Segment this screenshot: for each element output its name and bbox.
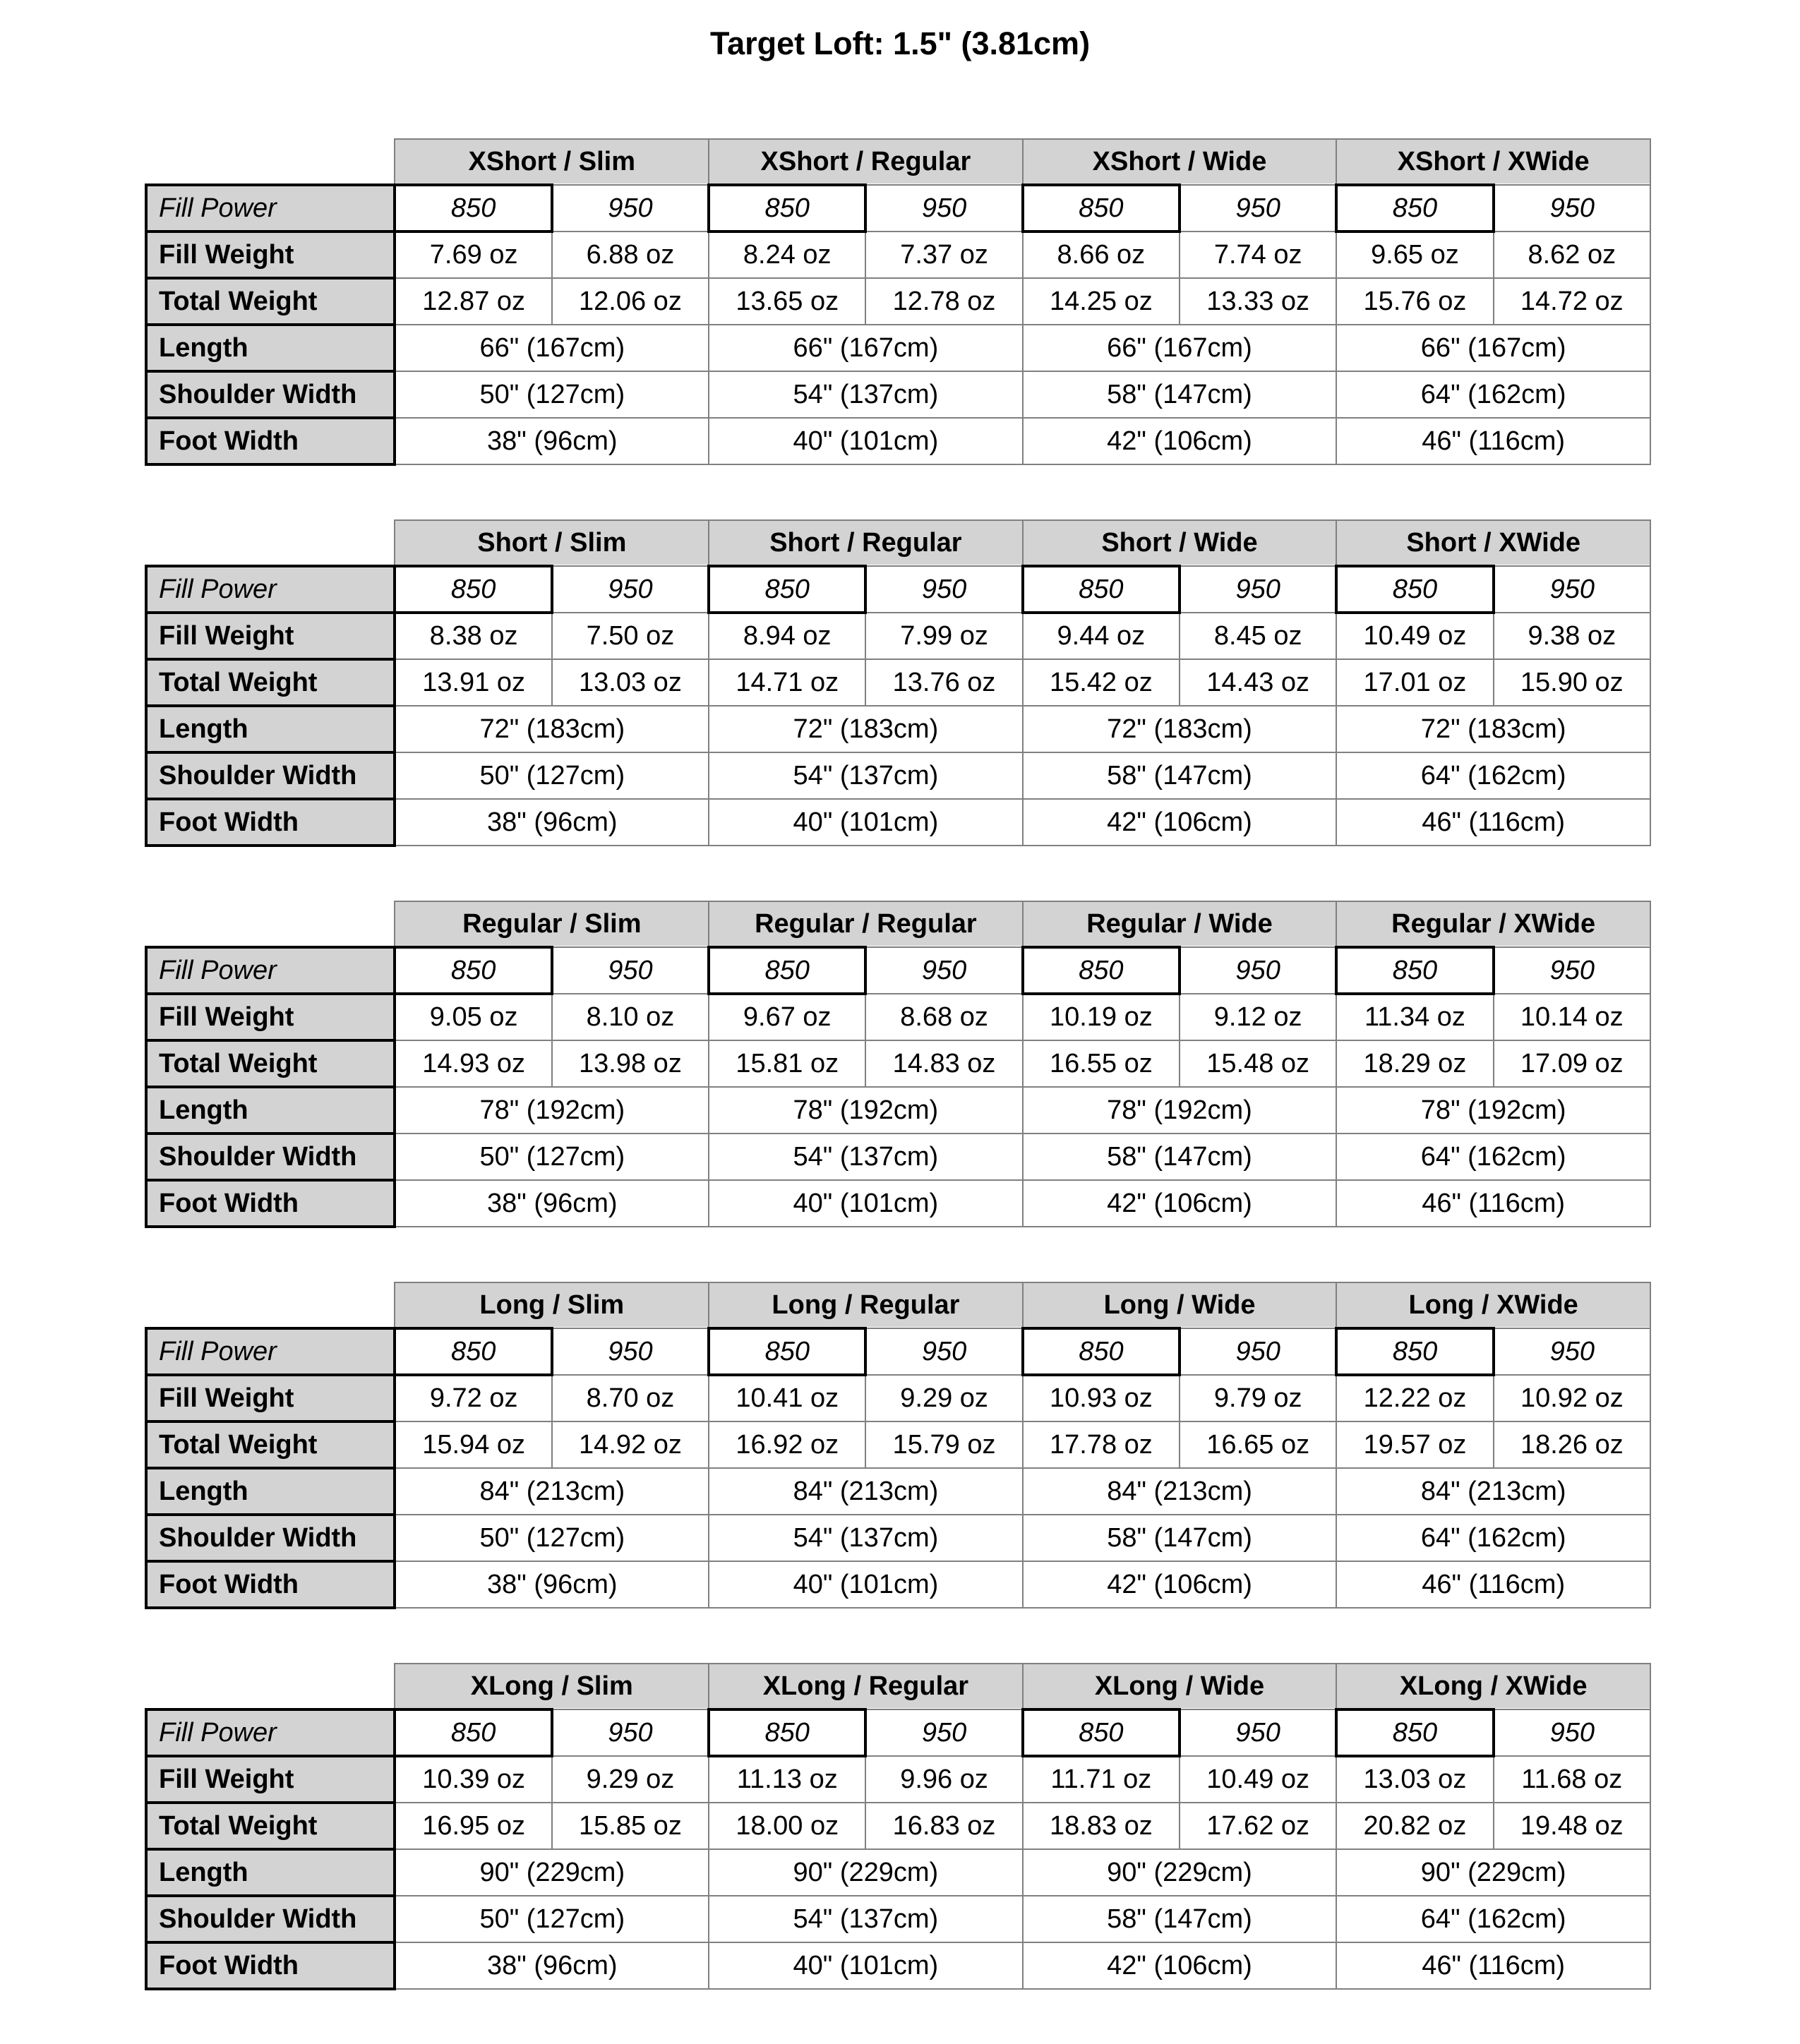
fill-power-value: 950 <box>1494 185 1650 232</box>
row-label-shoulder-width: Shoulder Width <box>146 1896 395 1942</box>
fill-weight-value: 8.24 oz <box>709 232 865 278</box>
total-weight-value: 15.81 oz <box>709 1040 865 1087</box>
shoulder-width-value: 54" (137cm) <box>709 1515 1023 1561</box>
total-weight-value: 13.76 oz <box>865 659 1022 706</box>
fill-power-value: 950 <box>552 947 709 994</box>
total-weight-value: 15.94 oz <box>395 1421 551 1468</box>
total-weight-value: 17.01 oz <box>1336 659 1493 706</box>
fill-weight-value: 8.68 oz <box>865 994 1022 1040</box>
total-weight-value: 17.78 oz <box>1023 1421 1180 1468</box>
row-label-length: Length <box>146 1468 395 1515</box>
size-group-header: XLong / Wide <box>1023 1664 1337 1709</box>
fill-power-value: 850 <box>395 947 551 994</box>
row-label-length: Length <box>146 1087 395 1134</box>
length-row <box>146 1849 1650 1896</box>
fill-weight-value: 9.38 oz <box>1494 613 1650 659</box>
foot-width-value: 38" (96cm) <box>395 1942 709 1989</box>
fill-weight-value: 11.68 oz <box>1494 1756 1650 1803</box>
row-label-length: Length <box>146 325 395 371</box>
fill-weight-value: 8.38 oz <box>395 613 551 659</box>
shoulder-width-row <box>146 371 1650 418</box>
fill-weight-row <box>146 994 1650 1040</box>
total-weight-value: 13.98 oz <box>552 1040 709 1087</box>
shoulder-width-value: 50" (127cm) <box>395 1134 709 1180</box>
row-label-shoulder-width: Shoulder Width <box>146 752 395 799</box>
total-weight-value: 15.48 oz <box>1180 1040 1336 1087</box>
foot-width-value: 40" (101cm) <box>709 1561 1023 1608</box>
size-group-header: Regular / Regular <box>709 901 1023 947</box>
foot-width-value: 42" (106cm) <box>1023 1942 1337 1989</box>
size-group-header: XShort / Slim <box>395 139 709 185</box>
total-weight-value: 16.95 oz <box>395 1803 551 1849</box>
total-weight-value: 15.42 oz <box>1023 659 1180 706</box>
fill-weight-value: 10.49 oz <box>1180 1756 1336 1803</box>
length-value: 84" (213cm) <box>709 1468 1023 1515</box>
shoulder-width-value: 58" (147cm) <box>1023 1896 1337 1942</box>
shoulder-width-value: 64" (162cm) <box>1336 752 1650 799</box>
fill-power-value: 850 <box>1336 947 1493 994</box>
foot-width-row <box>146 1180 1650 1227</box>
foot-width-value: 38" (96cm) <box>395 799 709 846</box>
size-group-header: Short / Slim <box>395 520 709 566</box>
length-value: 90" (229cm) <box>1023 1849 1337 1896</box>
size-table <box>145 1282 1651 1609</box>
fill-power-value: 950 <box>865 947 1022 994</box>
fill-power-value: 850 <box>395 566 551 613</box>
fill-weight-value: 7.74 oz <box>1180 232 1336 278</box>
foot-width-row <box>146 1561 1650 1608</box>
total-weight-value: 19.57 oz <box>1336 1421 1493 1468</box>
fill-power-row <box>146 185 1650 232</box>
length-value: 84" (213cm) <box>1023 1468 1337 1515</box>
row-label-total-weight: Total Weight <box>146 1421 395 1468</box>
size-group-header-row <box>146 901 1650 947</box>
fill-weight-value: 8.94 oz <box>709 613 865 659</box>
fill-weight-value: 10.41 oz <box>709 1375 865 1421</box>
shoulder-width-value: 64" (162cm) <box>1336 1515 1650 1561</box>
fill-weight-value: 9.29 oz <box>552 1756 709 1803</box>
size-group-header: Long / Regular <box>709 1282 1023 1328</box>
foot-width-value: 38" (96cm) <box>395 418 709 464</box>
fill-power-value: 950 <box>1494 1328 1650 1375</box>
fill-power-value: 950 <box>1180 1709 1336 1756</box>
foot-width-value: 42" (106cm) <box>1023 418 1337 464</box>
row-label-fill-weight: Fill Weight <box>146 1375 395 1421</box>
corner-cell <box>146 1664 395 1709</box>
fill-weight-value: 10.19 oz <box>1023 994 1180 1040</box>
foot-width-row <box>146 799 1650 846</box>
size-group-header-row <box>146 1282 1650 1328</box>
size-table <box>145 1663 1651 1990</box>
row-label-fill-power: Fill Power <box>146 566 395 613</box>
fill-weight-row <box>146 1756 1650 1803</box>
row-label-shoulder-width: Shoulder Width <box>146 1515 395 1561</box>
size-group-header: XShort / XWide <box>1336 139 1650 185</box>
fill-power-value: 950 <box>865 185 1022 232</box>
fill-weight-row <box>146 1375 1650 1421</box>
length-value: 84" (213cm) <box>395 1468 709 1515</box>
fill-power-value: 850 <box>1336 566 1493 613</box>
length-row <box>146 1468 1650 1515</box>
shoulder-width-value: 54" (137cm) <box>709 371 1023 418</box>
total-weight-value: 16.92 oz <box>709 1421 865 1468</box>
row-label-total-weight: Total Weight <box>146 659 395 706</box>
fill-power-value: 950 <box>865 1709 1022 1756</box>
length-row <box>146 325 1650 371</box>
fill-power-value: 850 <box>395 1328 551 1375</box>
total-weight-value: 18.83 oz <box>1023 1803 1180 1849</box>
row-label-fill-power: Fill Power <box>146 947 395 994</box>
fill-weight-value: 11.71 oz <box>1023 1756 1180 1803</box>
fill-weight-value: 9.12 oz <box>1180 994 1336 1040</box>
total-weight-value: 15.85 oz <box>552 1803 709 1849</box>
foot-width-value: 38" (96cm) <box>395 1561 709 1608</box>
row-label-foot-width: Foot Width <box>146 1942 395 1989</box>
row-label-length: Length <box>146 706 395 752</box>
shoulder-width-value: 58" (147cm) <box>1023 1134 1337 1180</box>
row-label-fill-power: Fill Power <box>146 1328 395 1375</box>
total-weight-value: 13.03 oz <box>552 659 709 706</box>
length-value: 66" (167cm) <box>1336 325 1650 371</box>
fill-power-value: 950 <box>1180 566 1336 613</box>
length-value: 72" (183cm) <box>1023 706 1337 752</box>
foot-width-value: 46" (116cm) <box>1336 1180 1650 1227</box>
length-value: 90" (229cm) <box>709 1849 1023 1896</box>
fill-power-value: 950 <box>1494 947 1650 994</box>
total-weight-value: 12.06 oz <box>552 278 709 325</box>
length-value: 66" (167cm) <box>1023 325 1337 371</box>
shoulder-width-value: 58" (147cm) <box>1023 752 1337 799</box>
total-weight-value: 14.92 oz <box>552 1421 709 1468</box>
fill-power-value: 850 <box>709 947 865 994</box>
size-group-header: XLong / XWide <box>1336 1664 1650 1709</box>
row-label-fill-weight: Fill Weight <box>146 994 395 1040</box>
foot-width-value: 46" (116cm) <box>1336 418 1650 464</box>
total-weight-row <box>146 659 1650 706</box>
length-value: 66" (167cm) <box>709 325 1023 371</box>
foot-width-value: 40" (101cm) <box>709 1180 1023 1227</box>
fill-weight-value: 9.96 oz <box>865 1756 1022 1803</box>
size-table <box>145 519 1651 847</box>
total-weight-value: 20.82 oz <box>1336 1803 1493 1849</box>
size-group-header: Long / XWide <box>1336 1282 1650 1328</box>
size-group-header: Short / Regular <box>709 520 1023 566</box>
total-weight-value: 17.09 oz <box>1494 1040 1650 1087</box>
shoulder-width-row <box>146 752 1650 799</box>
total-weight-value: 15.76 oz <box>1336 278 1493 325</box>
size-group-header: Long / Slim <box>395 1282 709 1328</box>
row-label-fill-power: Fill Power <box>146 185 395 232</box>
fill-weight-value: 7.69 oz <box>395 232 551 278</box>
length-row <box>146 1087 1650 1134</box>
row-label-fill-weight: Fill Weight <box>146 613 395 659</box>
total-weight-value: 13.91 oz <box>395 659 551 706</box>
fill-power-value: 950 <box>1180 947 1336 994</box>
fill-weight-value: 8.10 oz <box>552 994 709 1040</box>
fill-weight-value: 8.70 oz <box>552 1375 709 1421</box>
fill-weight-row <box>146 232 1650 278</box>
size-group-header: Regular / Slim <box>395 901 709 947</box>
shoulder-width-value: 64" (162cm) <box>1336 371 1650 418</box>
length-value: 78" (192cm) <box>709 1087 1023 1134</box>
fill-power-value: 950 <box>1180 185 1336 232</box>
foot-width-value: 42" (106cm) <box>1023 1561 1337 1608</box>
fill-power-value: 950 <box>865 566 1022 613</box>
length-value: 78" (192cm) <box>1336 1087 1650 1134</box>
fill-power-value: 850 <box>709 1709 865 1756</box>
shoulder-width-row <box>146 1515 1650 1561</box>
fill-weight-value: 7.99 oz <box>865 613 1022 659</box>
fill-power-value: 950 <box>865 1328 1022 1375</box>
fill-weight-value: 6.88 oz <box>552 232 709 278</box>
fill-power-value: 950 <box>552 566 709 613</box>
total-weight-value: 18.29 oz <box>1336 1040 1493 1087</box>
fill-weight-value: 9.79 oz <box>1180 1375 1336 1421</box>
row-label-length: Length <box>146 1849 395 1896</box>
length-row <box>146 706 1650 752</box>
total-weight-value: 12.78 oz <box>865 278 1022 325</box>
foot-width-value: 42" (106cm) <box>1023 799 1337 846</box>
foot-width-value: 40" (101cm) <box>709 418 1023 464</box>
total-weight-value: 14.43 oz <box>1180 659 1336 706</box>
shoulder-width-value: 50" (127cm) <box>395 752 709 799</box>
shoulder-width-value: 50" (127cm) <box>395 371 709 418</box>
fill-weight-value: 9.67 oz <box>709 994 865 1040</box>
fill-weight-value: 9.05 oz <box>395 994 551 1040</box>
size-group-header: XLong / Regular <box>709 1664 1023 1709</box>
total-weight-value: 13.65 oz <box>709 278 865 325</box>
row-label-total-weight: Total Weight <box>146 1803 395 1849</box>
size-group-header: Short / XWide <box>1336 520 1650 566</box>
fill-power-value: 850 <box>1023 1709 1180 1756</box>
row-label-foot-width: Foot Width <box>146 799 395 846</box>
total-weight-value: 17.62 oz <box>1180 1803 1336 1849</box>
fill-power-value: 950 <box>552 185 709 232</box>
fill-power-value: 950 <box>552 1709 709 1756</box>
size-group-header-row <box>146 1664 1650 1709</box>
total-weight-value: 13.33 oz <box>1180 278 1336 325</box>
length-value: 72" (183cm) <box>395 706 709 752</box>
foot-width-value: 40" (101cm) <box>709 799 1023 846</box>
fill-power-value: 850 <box>1336 185 1493 232</box>
size-group-header: XShort / Regular <box>709 139 1023 185</box>
fill-weight-value: 12.22 oz <box>1336 1375 1493 1421</box>
fill-power-value: 850 <box>709 185 865 232</box>
foot-width-value: 42" (106cm) <box>1023 1180 1337 1227</box>
foot-width-value: 38" (96cm) <box>395 1180 709 1227</box>
shoulder-width-value: 54" (137cm) <box>709 1134 1023 1180</box>
fill-weight-value: 10.92 oz <box>1494 1375 1650 1421</box>
tables-container <box>145 138 1651 1990</box>
row-label-fill-weight: Fill Weight <box>146 232 395 278</box>
size-table <box>145 138 1651 466</box>
row-label-total-weight: Total Weight <box>146 1040 395 1087</box>
fill-weight-value: 9.72 oz <box>395 1375 551 1421</box>
fill-weight-value: 11.34 oz <box>1336 994 1493 1040</box>
row-label-fill-power: Fill Power <box>146 1709 395 1756</box>
fill-weight-value: 9.65 oz <box>1336 232 1493 278</box>
total-weight-value: 14.71 oz <box>709 659 865 706</box>
total-weight-value: 18.26 oz <box>1494 1421 1650 1468</box>
total-weight-row <box>146 1421 1650 1468</box>
fill-power-value: 850 <box>395 185 551 232</box>
corner-cell <box>146 901 395 947</box>
size-group-header: Regular / XWide <box>1336 901 1650 947</box>
total-weight-value: 12.87 oz <box>395 278 551 325</box>
row-label-foot-width: Foot Width <box>146 1180 395 1227</box>
fill-power-row <box>146 947 1650 994</box>
shoulder-width-row <box>146 1134 1650 1180</box>
fill-weight-value: 9.44 oz <box>1023 613 1180 659</box>
foot-width-value: 46" (116cm) <box>1336 1561 1650 1608</box>
fill-weight-value: 8.45 oz <box>1180 613 1336 659</box>
total-weight-value: 19.48 oz <box>1494 1803 1650 1849</box>
fill-weight-value: 7.50 oz <box>552 613 709 659</box>
length-value: 78" (192cm) <box>1023 1087 1337 1134</box>
corner-cell <box>146 139 395 185</box>
total-weight-value: 16.65 oz <box>1180 1421 1336 1468</box>
fill-power-value: 850 <box>1023 1328 1180 1375</box>
fill-weight-value: 9.29 oz <box>865 1375 1022 1421</box>
total-weight-value: 16.55 oz <box>1023 1040 1180 1087</box>
shoulder-width-value: 64" (162cm) <box>1336 1896 1650 1942</box>
fill-weight-value: 10.49 oz <box>1336 613 1493 659</box>
foot-width-row <box>146 1942 1650 1989</box>
row-label-total-weight: Total Weight <box>146 278 395 325</box>
foot-width-value: 40" (101cm) <box>709 1942 1023 1989</box>
length-value: 90" (229cm) <box>1336 1849 1650 1896</box>
fill-weight-value: 10.14 oz <box>1494 994 1650 1040</box>
length-value: 84" (213cm) <box>1336 1468 1650 1515</box>
fill-power-value: 950 <box>552 1328 709 1375</box>
size-group-header-row <box>146 139 1650 185</box>
shoulder-width-value: 54" (137cm) <box>709 752 1023 799</box>
foot-width-value: 46" (116cm) <box>1336 799 1650 846</box>
length-value: 66" (167cm) <box>395 325 709 371</box>
total-weight-row <box>146 1803 1650 1849</box>
fill-weight-value: 8.62 oz <box>1494 232 1650 278</box>
fill-weight-value: 10.93 oz <box>1023 1375 1180 1421</box>
length-value: 90" (229cm) <box>395 1849 709 1896</box>
fill-weight-value: 10.39 oz <box>395 1756 551 1803</box>
fill-power-value: 850 <box>1023 185 1180 232</box>
fill-power-value: 850 <box>395 1709 551 1756</box>
fill-power-value: 850 <box>1023 947 1180 994</box>
size-group-header: XLong / Slim <box>395 1664 709 1709</box>
fill-power-value: 950 <box>1180 1328 1336 1375</box>
shoulder-width-value: 64" (162cm) <box>1336 1134 1650 1180</box>
foot-width-row <box>146 418 1650 464</box>
row-label-foot-width: Foot Width <box>146 1561 395 1608</box>
corner-cell <box>146 520 395 566</box>
fill-power-value: 950 <box>1494 1709 1650 1756</box>
shoulder-width-value: 50" (127cm) <box>395 1896 709 1942</box>
foot-width-value: 46" (116cm) <box>1336 1942 1650 1989</box>
fill-power-value: 850 <box>709 566 865 613</box>
total-weight-value: 14.83 oz <box>865 1040 1022 1087</box>
shoulder-width-value: 54" (137cm) <box>709 1896 1023 1942</box>
fill-power-row <box>146 566 1650 613</box>
length-value: 72" (183cm) <box>709 706 1023 752</box>
size-group-header: Short / Wide <box>1023 520 1337 566</box>
total-weight-value: 14.93 oz <box>395 1040 551 1087</box>
fill-power-value: 850 <box>1336 1328 1493 1375</box>
fill-power-value: 850 <box>709 1328 865 1375</box>
shoulder-width-value: 50" (127cm) <box>395 1515 709 1561</box>
size-group-header: Long / Wide <box>1023 1282 1337 1328</box>
total-weight-value: 18.00 oz <box>709 1803 865 1849</box>
total-weight-value: 14.25 oz <box>1023 278 1180 325</box>
size-group-header-row <box>146 520 1650 566</box>
fill-power-value: 850 <box>1336 1709 1493 1756</box>
size-table <box>145 901 1651 1228</box>
fill-weight-value: 11.13 oz <box>709 1756 865 1803</box>
shoulder-width-value: 58" (147cm) <box>1023 1515 1337 1561</box>
row-label-foot-width: Foot Width <box>146 418 395 464</box>
total-weight-row <box>146 278 1650 325</box>
fill-power-value: 950 <box>1494 566 1650 613</box>
fill-weight-value: 8.66 oz <box>1023 232 1180 278</box>
fill-weight-row <box>146 613 1650 659</box>
total-weight-row <box>146 1040 1650 1087</box>
size-group-header: Regular / Wide <box>1023 901 1337 947</box>
fill-weight-value: 7.37 oz <box>865 232 1022 278</box>
length-value: 78" (192cm) <box>395 1087 709 1134</box>
page-title: Target Loft: 1.5" (3.81cm) <box>709 25 1091 61</box>
shoulder-width-row <box>146 1896 1650 1942</box>
row-label-fill-weight: Fill Weight <box>146 1756 395 1803</box>
size-group-header: XShort / Wide <box>1023 139 1337 185</box>
total-weight-value: 15.79 oz <box>865 1421 1022 1468</box>
total-weight-value: 16.83 oz <box>865 1803 1022 1849</box>
shoulder-width-value: 58" (147cm) <box>1023 371 1337 418</box>
corner-cell <box>146 1282 395 1328</box>
row-label-shoulder-width: Shoulder Width <box>146 371 395 418</box>
total-weight-value: 14.72 oz <box>1494 278 1650 325</box>
row-label-shoulder-width: Shoulder Width <box>146 1134 395 1180</box>
total-weight-value: 15.90 oz <box>1494 659 1650 706</box>
fill-weight-value: 13.03 oz <box>1336 1756 1493 1803</box>
length-value: 72" (183cm) <box>1336 706 1650 752</box>
fill-power-value: 850 <box>1023 566 1180 613</box>
fill-power-row <box>146 1709 1650 1756</box>
fill-power-row <box>146 1328 1650 1375</box>
